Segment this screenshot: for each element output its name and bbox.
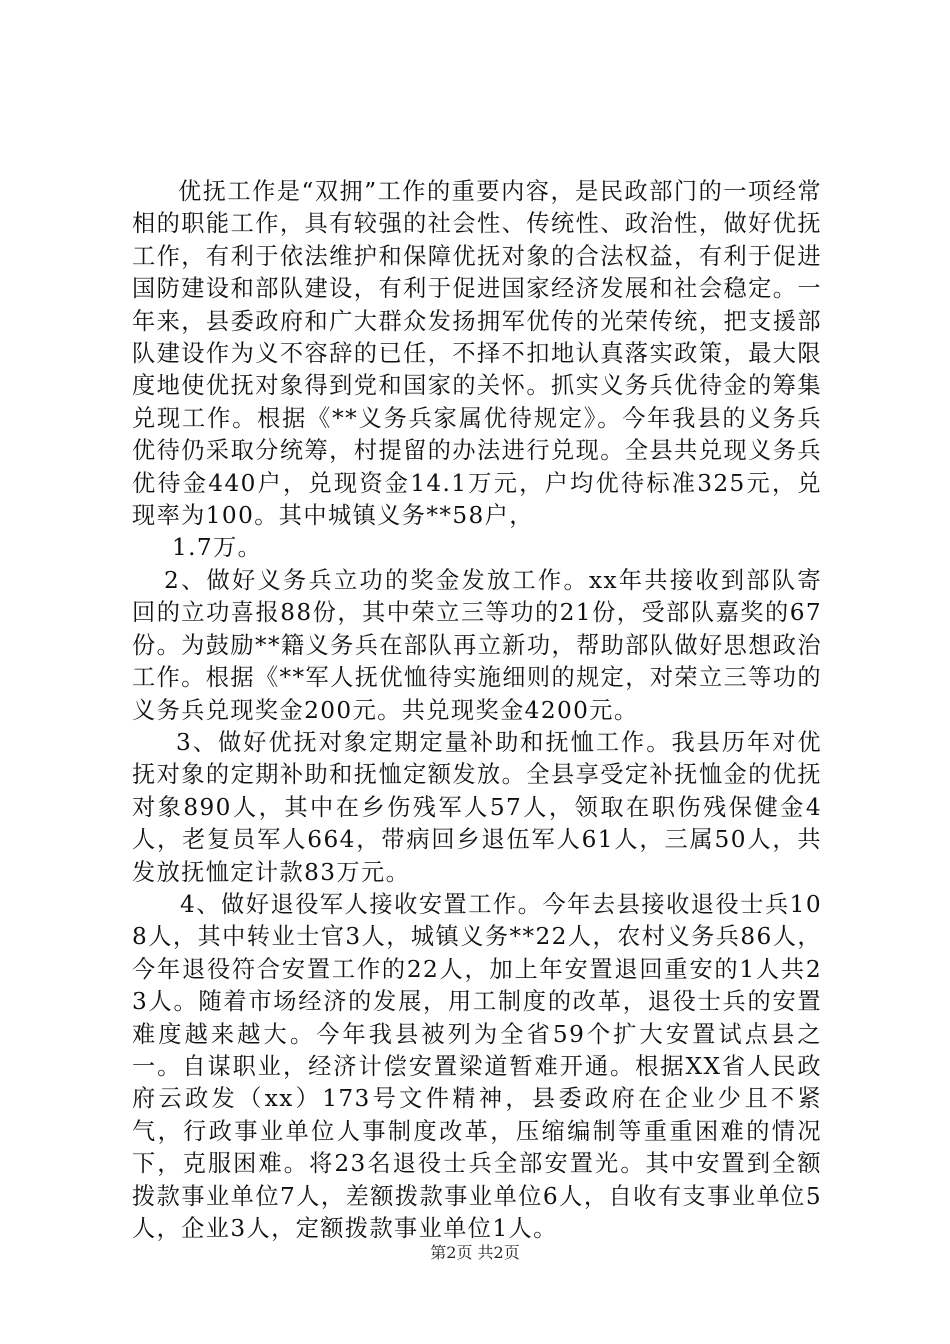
- paragraph-continuation: 1.7万。: [172, 534, 263, 562]
- paragraph-item-2: 2、做好义务兵立功的奖金发放工作。xx年共接收到部队寄回的立功喜报88份，其中荣立三等功的21份，受部队嘉奖的67份。为鼓励**籍义务兵在部队再立新功，帮助部队做好思想政治工作。根据《**军人抚优恤待实施细则的规定，对荣立三等功的义务兵兑现奖金200元。共兑现奖金4200元。: [132, 566, 822, 724]
- paragraph-intro: 优抚工作是“双拥”工作的重要内容，是民政部门的一项经常相的职能工作，具有较强的社会性、传统性、政治性，做好优抚工作，有利于依法维护和保障优抚对象的合法权益，有利于促进国防建设和部队建设，有利于促进国家经济发展和社会稳定。一年来，县委政府和广大群众发扬拥军优传的光荣传统，把支援部队建设作为义不容辞的已任，不择不扣地认真落实政策，最大限度地使优抚对象得到党和国家的关怀。抓实义务兵优待金的筹集兑现工作。根据《**义务兵家属优待规定》。今年我县的义务兵优待仍采取分统筹，村提留的办法进行兑现。全县共兑现义务兵优待金440户，兑现资金14.1万元，户均优待标准325元，兑现率为100。其中城镇义务**58户，: [132, 178, 822, 530]
- paragraph-item-4: 4、做好退役军人接收安置工作。今年去县接收退役士兵108人，其中转业士官3人，城镇义务**22人，农村义务兵86人，今年退役符合安置工作的22人，加上年安置退回重安的1人共23人。随着市场经济的发展，用工制度的改革，退役士兵的安置难度越来越大。今年我县被列为全省59个扩大安置试点县之一。自谋职业，经济计偿安置梁道暂难开通。根据XX省人民政府云政发（xx）173号文件精神，县委政府在企业少且不紧气，行政事业单位人事制度改革，压缩编制等重重困难的情况下，克服困难。将23名退役士兵全部安置光。其中安置到全额拨款事业单位7人，差额拨款事业单位6人，自收有支事业单位5人，企业3人，定额拨款事业单位1人。: [132, 890, 822, 1242]
- document-body: [132, 176, 822, 1245]
- paragraph-item-3: 3、做好优抚对象定期定量补助和抚恤工作。我县历年对优抚对象的定期补助和抚恤定额发放。全县享受定补抚恤金的优抚对象890人，其中在乡伤残军人57人，领取在职伤残保健金4人，老复员军人664，带病回乡退伍军人61人，三属50人，共发放抚恤定计款83万元。: [132, 728, 822, 886]
- page-footer: 第2页 共2页: [430, 1243, 520, 1262]
